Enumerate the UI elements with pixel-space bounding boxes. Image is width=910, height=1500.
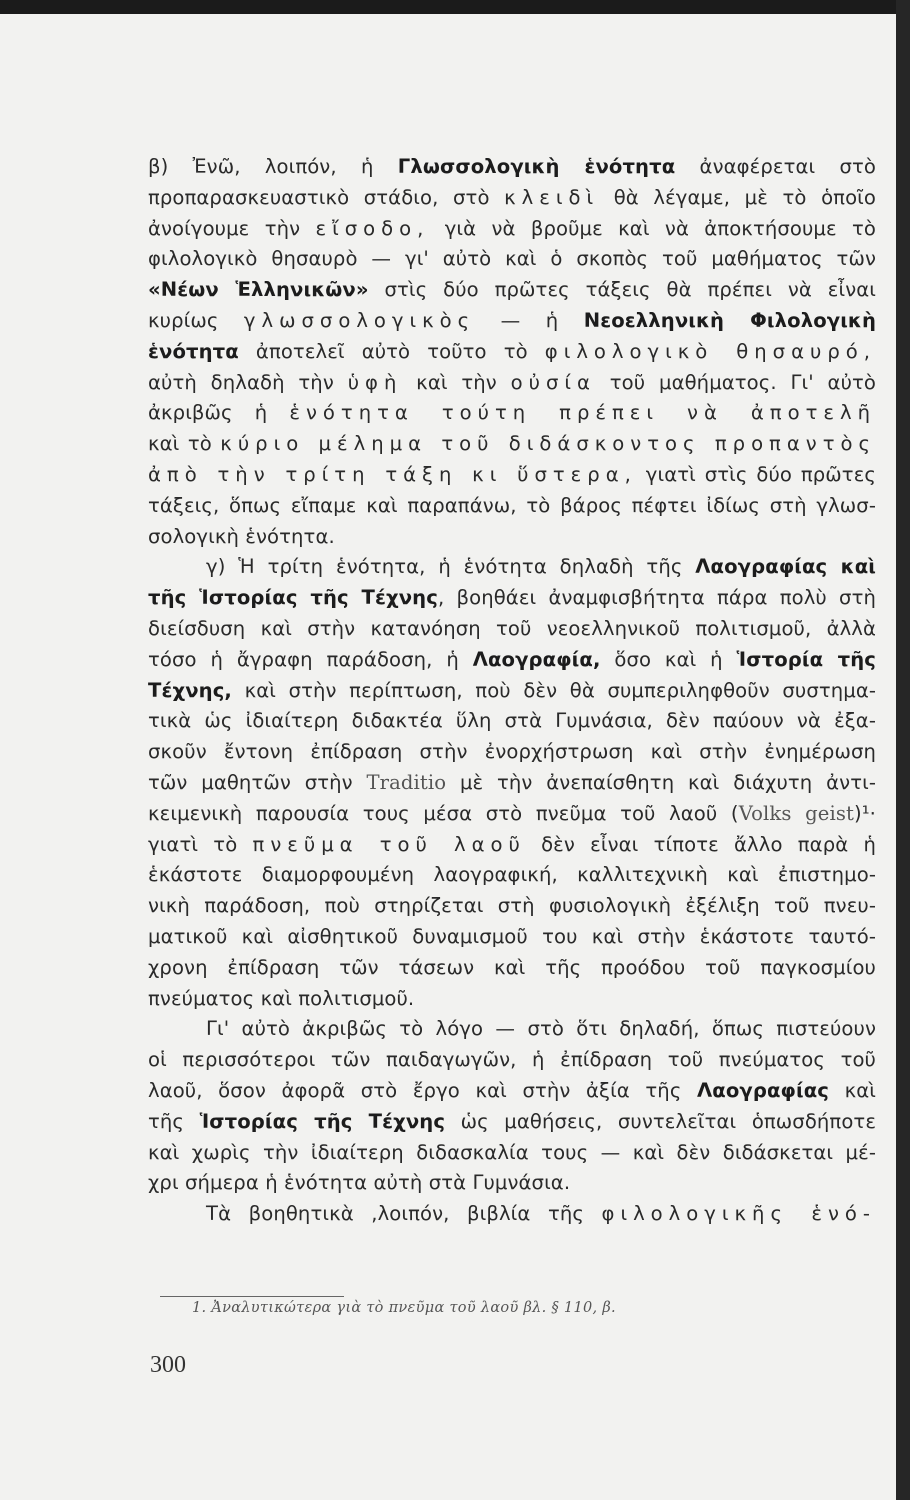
text-run: πνεύματος καὶ πολιτισμοῦ. bbox=[148, 986, 415, 1010]
text-run: τῶν μαθητῶν στὴν bbox=[148, 770, 367, 794]
text-run: ἑνότητα τούτη πρέπει νὰ ἀποτελῆ bbox=[289, 401, 876, 425]
text-line bbox=[148, 183, 876, 214]
scan-border-right bbox=[896, 0, 910, 1500]
text-run: β) Ἐνῶ, λοιπόν, ἡ bbox=[148, 155, 398, 178]
text-run: Λαογραφία, bbox=[472, 647, 601, 671]
text-line bbox=[148, 614, 876, 645]
text-run: κυρίως bbox=[148, 308, 244, 332]
text-run: «Νέων Ἑλληνικῶν» bbox=[148, 278, 369, 302]
paragraph-beta bbox=[148, 152, 876, 552]
text-run: καὶ τὴν bbox=[402, 370, 511, 394]
text-run: , βοηθάει ἀναμφισβήτητα πάρα πολὺ στὴ bbox=[437, 586, 876, 610]
text-line bbox=[148, 1045, 876, 1076]
text-line bbox=[148, 275, 876, 306]
text-run: σολογικὴ ἑνότητα. bbox=[148, 524, 335, 548]
text-line bbox=[148, 830, 876, 861]
text-run: ἀπὸ τὴν τρίτη τάξη κι ὕστερα, bbox=[148, 462, 637, 486]
text-run: καὶ τὸ bbox=[148, 432, 221, 456]
text-run: τικὰ ὡς ἰδιαίτερη διδακτέα ὕλη στὰ Γυμνάσια, δὲν παύουν νὰ ἐξα- bbox=[148, 709, 876, 733]
paragraph-gamma bbox=[148, 552, 876, 1014]
text-line bbox=[148, 953, 876, 984]
text-run: καὶ bbox=[829, 1078, 876, 1102]
text-line bbox=[148, 152, 876, 183]
text-line bbox=[148, 922, 876, 953]
body-text bbox=[148, 152, 876, 1230]
text-run: στὶς δύο πρῶτες τάξεις θὰ πρέπει νὰ εἶναι bbox=[368, 278, 876, 302]
text-line bbox=[148, 860, 876, 891]
text-line bbox=[148, 645, 876, 676]
text-run: Traditio bbox=[366, 770, 447, 794]
text-line bbox=[148, 1168, 876, 1199]
text-run: τάξεις, ὅπως εἴπαμε καὶ παραπάνω, τὸ βάρος πέφτει ἰδίως στὴ γλωσ- bbox=[148, 493, 876, 517]
text-run: Ἱστορία τῆς bbox=[736, 647, 876, 671]
text-run: χρι σήμερα ἡ ἑνότητα αὐτὴ στὰ Γυμνάσια. bbox=[148, 1171, 571, 1195]
text-run: γλωσσολογικὸς bbox=[243, 308, 476, 332]
text-line bbox=[148, 244, 876, 275]
text-run: ἀκριβῶς ἡ bbox=[148, 401, 290, 425]
text-run: προπαρασκευαστικὸ στάδιο, στὸ bbox=[148, 185, 505, 209]
text-run: αὐτὴ δηλαδὴ τὴν bbox=[148, 370, 348, 394]
text-run: δὲν εἶναι τίποτε ἄλλο παρὰ ἡ bbox=[525, 832, 876, 856]
text-run: κλειδὶ bbox=[504, 185, 600, 209]
scan-border-top bbox=[0, 0, 910, 14]
text-run: θὰ λέγαμε, μὲ τὸ ὁποῖο bbox=[599, 185, 876, 209]
text-line bbox=[148, 398, 876, 429]
text-run: Γλωσσολογικὴ ἑνότητα bbox=[397, 155, 676, 178]
text-run: χρονη ἐπίδραση τῶν τάσεων καὶ τῆς προόδου τοῦ παγκοσμίου bbox=[148, 955, 876, 979]
text-run: οἱ περισσότεροι τῶν παιδαγωγῶν, ἡ ἐπίδραση τοῦ πνεύματος τοῦ bbox=[148, 1048, 876, 1072]
text-run: Τὰ βοηθητικὰ ,λοιπόν, βιβλία τῆς bbox=[206, 1202, 602, 1226]
text-run: Τέχνης, bbox=[148, 678, 232, 702]
text-run: φιλολογικὸ θησαυρό, bbox=[544, 339, 876, 363]
text-run: γ) Ἡ τρίτη ἑνότητα, ἡ ἑνότητα δηλαδὴ τῆς bbox=[206, 555, 696, 579]
text-line bbox=[148, 768, 876, 799]
text-run: )¹· bbox=[853, 801, 876, 825]
text-line bbox=[148, 522, 876, 553]
text-line bbox=[148, 1014, 876, 1045]
text-line bbox=[148, 676, 876, 707]
text-run: οὐσία bbox=[510, 370, 596, 394]
text-line bbox=[148, 214, 876, 245]
text-run: λαοῦ, ὅσον ἀφορᾶ στὸ ἔργο καὶ στὴν ἀξία τῆς bbox=[148, 1078, 698, 1102]
text-line bbox=[148, 306, 876, 337]
text-line bbox=[148, 1107, 876, 1138]
text-run: Λαογραφίας καὶ bbox=[695, 555, 876, 579]
text-run: ἀνοίγουμε τὴν bbox=[148, 216, 316, 240]
text-line bbox=[148, 1138, 876, 1169]
text-line bbox=[148, 552, 876, 583]
text-run: ὡς μαθήσεις, συντελεῖται ὁπωσδήποτε bbox=[445, 1109, 876, 1133]
text-line bbox=[148, 337, 876, 368]
text-line bbox=[148, 737, 876, 768]
paragraph-gi-auto bbox=[148, 1014, 876, 1199]
text-run: τόσο ἡ ἄγραφη παράδοση, ἡ bbox=[148, 647, 473, 671]
text-line bbox=[148, 368, 876, 399]
text-run: τοῦ μαθήματος. Γι' αὐτὸ bbox=[595, 370, 876, 394]
text-run: μὲ τὴν ἀνεπαίσθητη καὶ διάχυτη ἀντι- bbox=[446, 770, 876, 794]
text-run: ἀποτελεῖ αὐτὸ τοῦτο τὸ bbox=[238, 339, 545, 363]
text-run: τῆς bbox=[148, 1109, 200, 1133]
text-run: φιλολογικὸ θησαυρὸ — γι' αὐτὸ καὶ ὁ σκοπὸς τοῦ μαθήματος τῶν bbox=[148, 247, 876, 271]
text-line bbox=[148, 891, 876, 922]
text-line bbox=[148, 799, 876, 830]
text-line bbox=[148, 429, 876, 460]
text-run: Λαογραφίας bbox=[697, 1078, 829, 1102]
text-run: ἀναφέρεται στὸ bbox=[675, 155, 876, 178]
text-run: τῆς Ἱστορίας τῆς Τέχνης bbox=[148, 586, 438, 610]
paragraph-ta-voithitika bbox=[148, 1199, 876, 1230]
text-run: εἴσοδο, bbox=[315, 216, 430, 240]
page-number: 300 bbox=[150, 1352, 186, 1378]
text-line bbox=[148, 1199, 876, 1230]
text-line bbox=[148, 706, 876, 737]
text-run: — ἡ bbox=[475, 308, 584, 332]
text-run: Ἱστορίας τῆς Τέχνης bbox=[199, 1109, 446, 1133]
text-run: ματικοῦ καὶ αἰσθητικοῦ δυναμισμοῦ του καὶ στὴν ἑκάστοτε ταυτό- bbox=[148, 924, 876, 948]
footnote-rule bbox=[160, 1296, 344, 1297]
text-line bbox=[148, 460, 876, 491]
text-run: διείσδυση καὶ στὴν κατανόηση τοῦ νεοελληνικοῦ πολιτισμοῦ, ἀλλὰ bbox=[148, 616, 876, 640]
text-run: ἑνότητα bbox=[148, 339, 239, 363]
text-run: γιατὶ τὸ bbox=[148, 832, 253, 856]
text-run: κύριο μέλημα τοῦ διδάσκοντος προπαντὸς bbox=[220, 432, 876, 456]
text-run: νικὴ παράδοση, ποὺ στηρίζεται στὴ φυσιολογικὴ ἐξέλιξη τοῦ πνευ- bbox=[148, 894, 876, 918]
text-line bbox=[148, 491, 876, 522]
text-run: φιλολογικῆς ἑνό- bbox=[601, 1202, 876, 1226]
text-run: ὑφὴ bbox=[347, 370, 403, 394]
footnote: 1. Ἀναλυτικώτερα γιὰ τὸ πνεῦμα τοῦ λαοῦ βλ. § 110, β. bbox=[192, 1300, 616, 1316]
text-run: Γι' αὐτὸ ἀκριβῶς τὸ λόγο — στὸ ὅτι δηλαδή, ὅπως πιστεύουν bbox=[206, 1017, 876, 1041]
text-run: πνεῦμα τοῦ λαοῦ bbox=[252, 832, 526, 856]
text-run: καὶ στὴν περίπτωση, ποὺ δὲν θὰ συμπεριληφθοῦν συστημα- bbox=[231, 678, 876, 702]
text-line bbox=[148, 984, 876, 1015]
text-line bbox=[148, 1076, 876, 1107]
text-run: ὅσο καὶ ἡ bbox=[600, 647, 737, 671]
text-run: κειμενικὴ παρουσία τους μέσα στὸ πνεῦμα τοῦ λαοῦ ( bbox=[148, 801, 739, 825]
text-run: Volks geist bbox=[738, 801, 854, 825]
text-run: Νεοελληνικὴ Φιλολογικὴ bbox=[583, 308, 876, 332]
text-run: γιατὶ στὶς δύο πρῶτες bbox=[636, 462, 876, 486]
text-run: σκοῦν ἔντονη ἐπίδραση στὴν ἐνορχήστρωση καὶ στὴν ἐνημέρωση bbox=[148, 740, 876, 764]
text-line bbox=[148, 583, 876, 614]
text-run: ἑκάστοτε διαμορφουμένη λαογραφική, καλλιτεχνικὴ καὶ ἐπιστημο- bbox=[148, 863, 876, 887]
text-run: καὶ χωρὶς τὴν ἰδιαίτερη διδασκαλία τους — καὶ δὲν διδάσκεται μέ- bbox=[148, 1140, 876, 1164]
text-run: γιὰ νὰ βροῦμε καὶ νὰ ἀποκτήσουμε τὸ bbox=[429, 216, 876, 240]
